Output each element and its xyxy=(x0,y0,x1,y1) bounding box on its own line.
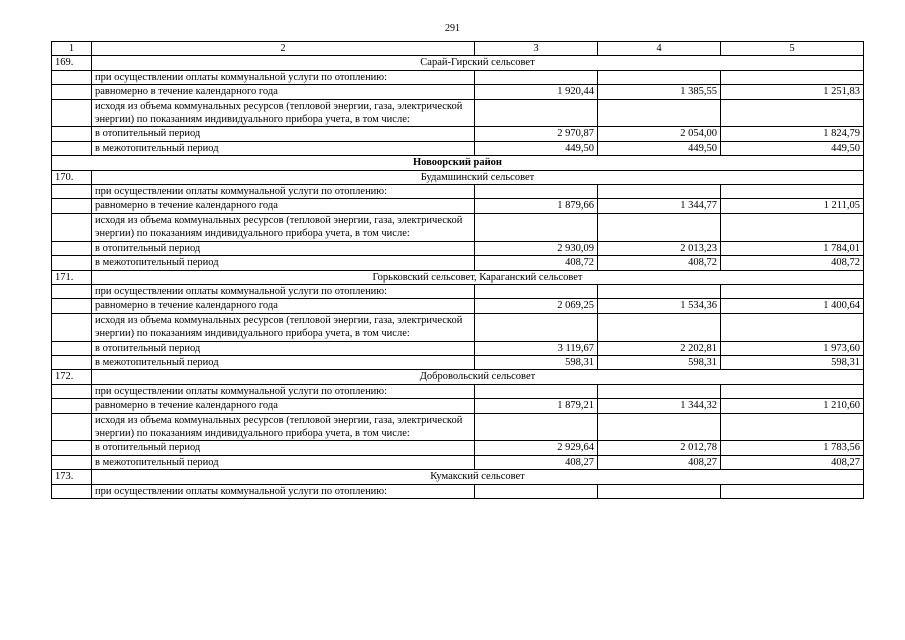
value-cell: 408,27 xyxy=(721,455,864,469)
value-cell xyxy=(475,70,598,84)
section-number: 169. xyxy=(52,56,92,70)
value-cell xyxy=(598,384,721,398)
value-cell: 2 013,23 xyxy=(598,241,721,255)
value-cell: 3 119,67 xyxy=(475,341,598,355)
district-heading: Новоорский район xyxy=(52,156,864,170)
row-number-cell xyxy=(52,341,92,355)
row-label: при осуществлении оплаты коммунальной услуги по отоплению: xyxy=(92,384,475,398)
value-cell: 1 344,77 xyxy=(598,199,721,213)
value-cell xyxy=(721,185,864,199)
row-label: равномерно в течение календарного года xyxy=(92,399,475,413)
value-cell xyxy=(475,213,598,241)
section-name: Добровольский сельсовет xyxy=(92,370,864,384)
table-row xyxy=(52,241,864,255)
row-number-cell xyxy=(52,256,92,270)
value-cell: 408,27 xyxy=(598,455,721,469)
row-label: равномерно в течение календарного года xyxy=(92,299,475,313)
row-number-cell xyxy=(52,70,92,84)
row-label: при осуществлении оплаты коммунальной услуги по отоплению: xyxy=(92,484,475,498)
value-cell: 1 783,56 xyxy=(721,441,864,455)
row-label: в отопительный период xyxy=(92,441,475,455)
row-number-cell xyxy=(52,284,92,298)
value-cell xyxy=(598,70,721,84)
row-number-cell xyxy=(52,241,92,255)
row-label: в межотопительный период xyxy=(92,141,475,155)
section-header-row xyxy=(52,56,864,70)
value-cell: 408,72 xyxy=(475,256,598,270)
value-cell: 408,72 xyxy=(721,256,864,270)
row-number-cell xyxy=(52,185,92,199)
row-label: исходя из объема коммунальных ресурсов (тепловой энергии, газа, электрической энергии) по показаниям индивидуального прибора учета, в том числе: xyxy=(92,313,475,341)
tariff-table xyxy=(51,41,864,499)
table-row xyxy=(52,70,864,84)
value-cell: 1 824,79 xyxy=(721,127,864,141)
section-name: Сарай-Гирский сельсовет xyxy=(92,56,864,70)
row-number-cell xyxy=(52,384,92,398)
table-row xyxy=(52,213,864,241)
value-cell: 2 970,87 xyxy=(475,127,598,141)
value-cell xyxy=(598,484,721,498)
header-cell: 3 xyxy=(475,42,598,56)
table-row xyxy=(52,299,864,313)
value-cell: 1 784,01 xyxy=(721,241,864,255)
value-cell: 2 929,64 xyxy=(475,441,598,455)
value-cell: 598,31 xyxy=(721,355,864,369)
value-cell xyxy=(721,313,864,341)
value-cell: 1 210,60 xyxy=(721,399,864,413)
row-number-cell xyxy=(52,199,92,213)
value-cell xyxy=(475,185,598,199)
section-header-row xyxy=(52,470,864,484)
value-cell: 1 879,66 xyxy=(475,199,598,213)
row-label: исходя из объема коммунальных ресурсов (тепловой энергии, газа, электрической энергии) по показаниям индивидуального прибора учета, в том числе: xyxy=(92,413,475,441)
row-number-cell xyxy=(52,484,92,498)
value-cell: 598,31 xyxy=(475,355,598,369)
section-name: Кумакский сельсовет xyxy=(92,470,864,484)
row-number-cell xyxy=(52,399,92,413)
district-row xyxy=(52,156,864,170)
table-row xyxy=(52,384,864,398)
value-cell: 1 973,60 xyxy=(721,341,864,355)
table-row xyxy=(52,484,864,498)
row-label: в межотопительный период xyxy=(92,355,475,369)
value-cell xyxy=(598,185,721,199)
value-cell: 449,50 xyxy=(598,141,721,155)
value-cell xyxy=(598,284,721,298)
table-row xyxy=(52,185,864,199)
table-row xyxy=(52,127,864,141)
value-cell xyxy=(721,384,864,398)
value-cell xyxy=(475,284,598,298)
row-number-cell xyxy=(52,127,92,141)
value-cell: 2 012,78 xyxy=(598,441,721,455)
table-row xyxy=(52,355,864,369)
table-row xyxy=(52,413,864,441)
row-label: при осуществлении оплаты коммунальной услуги по отоплению: xyxy=(92,70,475,84)
row-number-cell xyxy=(52,99,92,127)
value-cell xyxy=(721,99,864,127)
row-number-cell xyxy=(52,141,92,155)
value-cell: 598,31 xyxy=(598,355,721,369)
row-label: в межотопительный период xyxy=(92,455,475,469)
value-cell: 1 920,44 xyxy=(475,85,598,99)
value-cell: 1 400,64 xyxy=(721,299,864,313)
header-cell: 2 xyxy=(92,42,475,56)
section-name: Горьковский сельсовет, Караганский сельсовет xyxy=(92,270,864,284)
table-row xyxy=(52,455,864,469)
row-label: исходя из объема коммунальных ресурсов (тепловой энергии, газа, электрической энергии) по показаниям индивидуального прибора учета, в том числе: xyxy=(92,99,475,127)
section-number: 170. xyxy=(52,170,92,184)
row-label: в отопительный период xyxy=(92,341,475,355)
header-cell: 1 xyxy=(52,42,92,56)
value-cell xyxy=(598,99,721,127)
value-cell: 449,50 xyxy=(475,141,598,155)
row-number-cell xyxy=(52,441,92,455)
value-cell: 408,27 xyxy=(475,455,598,469)
table-row xyxy=(52,199,864,213)
value-cell: 1 534,36 xyxy=(598,299,721,313)
row-label: равномерно в течение календарного года xyxy=(92,85,475,99)
value-cell xyxy=(721,413,864,441)
row-label: в межотопительный период xyxy=(92,256,475,270)
table-row xyxy=(52,341,864,355)
table-row xyxy=(52,256,864,270)
value-cell xyxy=(598,313,721,341)
page-number: 291 xyxy=(445,23,460,34)
value-cell: 2 202,81 xyxy=(598,341,721,355)
table-row xyxy=(52,99,864,127)
table-row xyxy=(52,284,864,298)
section-header-row xyxy=(52,370,864,384)
section-name: Будамшинский сельсовет xyxy=(92,170,864,184)
value-cell: 449,50 xyxy=(721,141,864,155)
value-cell: 1 879,21 xyxy=(475,399,598,413)
header-cell: 5 xyxy=(721,42,864,56)
section-number: 173. xyxy=(52,470,92,484)
table-row xyxy=(52,441,864,455)
value-cell xyxy=(721,213,864,241)
value-cell: 2 069,25 xyxy=(475,299,598,313)
row-number-cell xyxy=(52,455,92,469)
row-number-cell xyxy=(52,85,92,99)
row-label: при осуществлении оплаты коммунальной услуги по отоплению: xyxy=(92,284,475,298)
section-header-row xyxy=(52,170,864,184)
row-number-cell xyxy=(52,355,92,369)
value-cell xyxy=(475,313,598,341)
row-number-cell xyxy=(52,413,92,441)
row-label: равномерно в течение календарного года xyxy=(92,199,475,213)
value-cell: 2 054,00 xyxy=(598,127,721,141)
value-cell xyxy=(598,213,721,241)
section-number: 171. xyxy=(52,270,92,284)
table-row xyxy=(52,85,864,99)
row-number-cell xyxy=(52,313,92,341)
value-cell xyxy=(721,284,864,298)
value-cell xyxy=(475,99,598,127)
value-cell: 2 930,09 xyxy=(475,241,598,255)
value-cell xyxy=(475,484,598,498)
value-cell: 1 251,83 xyxy=(721,85,864,99)
row-label: в отопительный период xyxy=(92,241,475,255)
row-number-cell xyxy=(52,299,92,313)
value-cell xyxy=(721,70,864,84)
section-header-row xyxy=(52,270,864,284)
row-label: исходя из объема коммунальных ресурсов (тепловой энергии, газа, электрической энергии) по показаниям индивидуального прибора учета, в том числе: xyxy=(92,213,475,241)
value-cell xyxy=(475,384,598,398)
section-number: 172. xyxy=(52,370,92,384)
value-cell: 408,72 xyxy=(598,256,721,270)
value-cell xyxy=(721,484,864,498)
row-label: в отопительный период xyxy=(92,127,475,141)
value-cell: 1 385,55 xyxy=(598,85,721,99)
header-cell: 4 xyxy=(598,42,721,56)
value-cell: 1 211,05 xyxy=(721,199,864,213)
header-row xyxy=(52,42,864,56)
value-cell xyxy=(598,413,721,441)
value-cell xyxy=(475,413,598,441)
value-cell: 1 344,32 xyxy=(598,399,721,413)
table-row xyxy=(52,141,864,155)
table-row xyxy=(52,399,864,413)
row-number-cell xyxy=(52,213,92,241)
row-label: при осуществлении оплаты коммунальной услуги по отоплению: xyxy=(92,185,475,199)
table-row xyxy=(52,313,864,341)
